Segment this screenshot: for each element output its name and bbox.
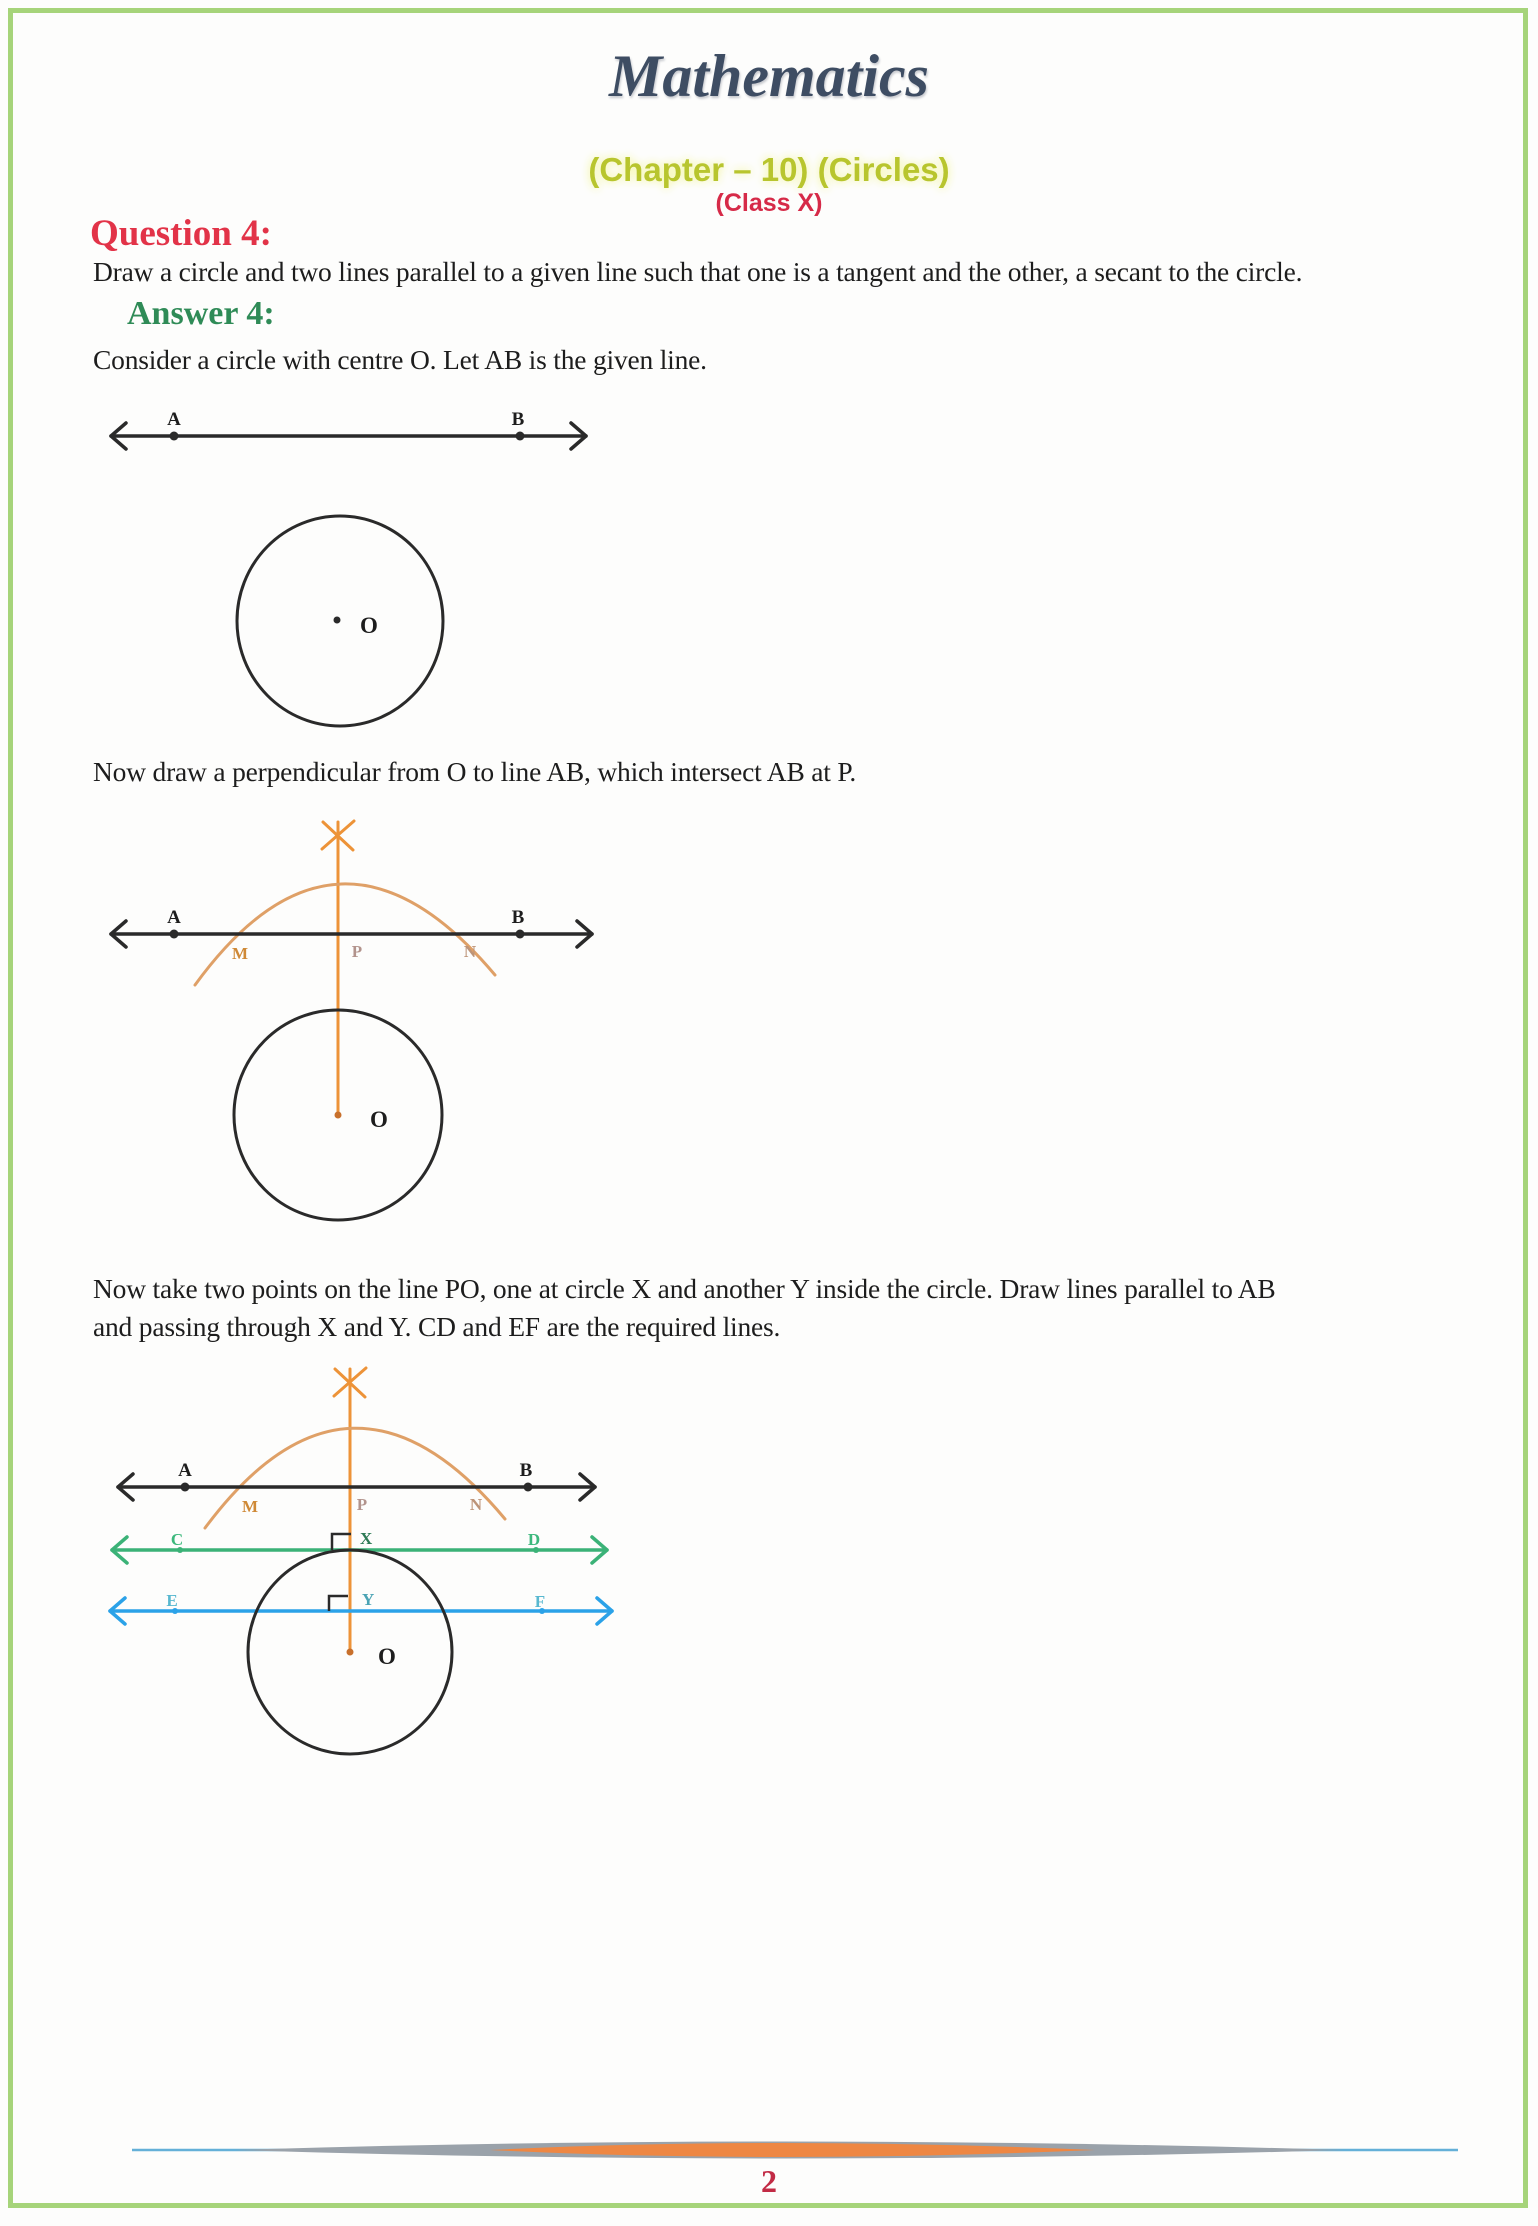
- fig2-label-p: P: [351, 942, 363, 961]
- fig1-label-a: A: [167, 409, 181, 430]
- fig3-label-m: M: [241, 1497, 259, 1516]
- fig3-label-y: Y: [362, 1590, 375, 1609]
- fig2-centre-dot: [335, 1112, 342, 1119]
- fig1-label-b: B: [511, 409, 525, 430]
- fig3-point-a-dot: [181, 1483, 190, 1492]
- fig3-label-e: E: [166, 1591, 178, 1610]
- fig3-label-n: N: [469, 1495, 483, 1514]
- fig2-label-o: O: [370, 1107, 388, 1132]
- fig3-right-angle-y: [329, 1596, 348, 1611]
- fig2-label-m: M: [231, 944, 249, 963]
- figure-3: [110, 1368, 612, 1754]
- fig3-label-o: O: [378, 1644, 396, 1669]
- fig1-point-a-dot: [170, 432, 179, 441]
- fig2-label-b: B: [511, 907, 525, 928]
- answer-step2-text: Now draw a perpendicular from O to line AB, which intersect AB at P.: [93, 756, 857, 787]
- fig1-point-b-dot: [516, 432, 525, 441]
- fig3-label-b: B: [519, 1460, 533, 1481]
- fig3-label-x: X: [360, 1529, 373, 1548]
- fig2-label-n: N: [463, 942, 477, 961]
- footer-divider: [132, 2142, 1458, 2159]
- answer-step3-line1: Now take two points on the line PO, one at circle X and another Y inside the circle. Draw lines parallel to AB: [93, 1273, 1276, 1304]
- fig1-centre-dot: [334, 617, 341, 624]
- answer-label: Answer 4:: [127, 295, 275, 332]
- question-text: Draw a circle and two lines parallel to a given line such that one is a tangent and the other, a secant to the circle.: [93, 256, 1303, 287]
- figure-1: [111, 409, 586, 726]
- answer-step3-line2: and passing through X and Y. CD and EF are the required lines.: [93, 1311, 781, 1342]
- figure-2: [111, 821, 592, 1220]
- fig3-label-d: D: [527, 1530, 541, 1549]
- answer-step1-text: Consider a circle with centre O. Let AB is the given line.: [93, 344, 707, 375]
- fig3-label-c: C: [170, 1530, 184, 1549]
- fig3-right-angle-x: [332, 1534, 351, 1550]
- fig3-centre-dot: [347, 1649, 354, 1656]
- fig2-label-a: A: [167, 907, 181, 928]
- class-heading: (Class X): [715, 189, 823, 217]
- fig2-point-a-dot: [170, 930, 179, 939]
- fig3-label-a: A: [178, 1460, 192, 1481]
- page-title: Mathematics: [608, 43, 929, 109]
- page-number: 2: [761, 2163, 777, 2199]
- chapter-heading: (Chapter – 10) (Circles): [588, 151, 950, 188]
- fig3-label-f: F: [534, 1592, 546, 1611]
- fig3-point-b-dot: [524, 1483, 533, 1492]
- fig3-label-p: P: [356, 1495, 368, 1514]
- fig2-point-b-dot: [516, 930, 525, 939]
- fig1-label-o: O: [360, 613, 378, 638]
- question-label: Question 4:: [90, 213, 272, 254]
